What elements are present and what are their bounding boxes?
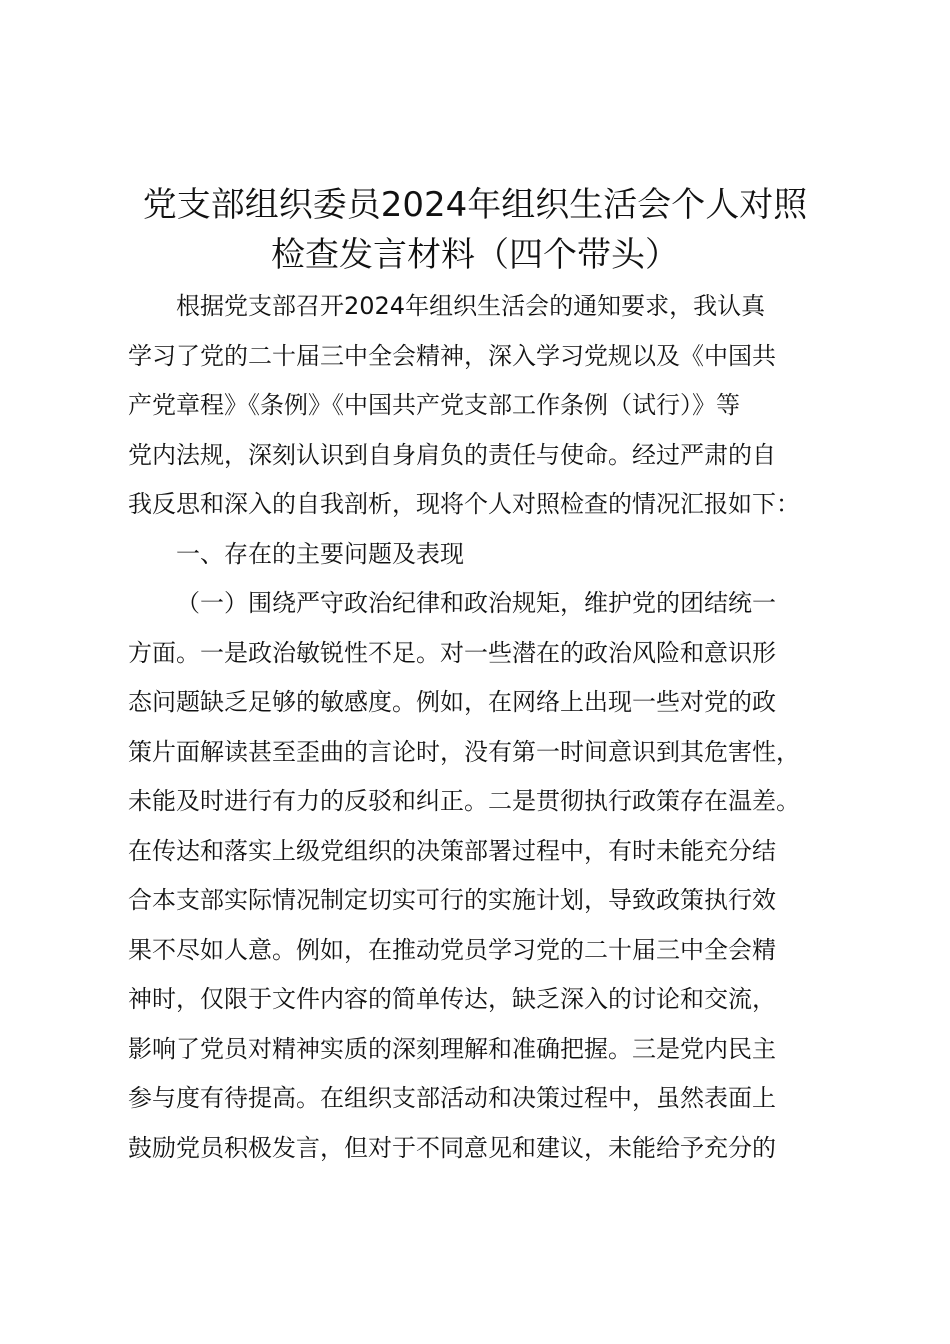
title-line-2: 检查发言材料（四个带头） [271,235,679,275]
paragraph-body-line: 参与度有待提高。在组织支部活动和决策过程中，虽然表面上 [128,1084,776,1112]
paragraph-body-line: 态问题缺乏足够的敏感度。例如，在网络上出现一些对党的政 [128,688,776,716]
section-heading: 一、存在的主要问题及表现 [176,539,464,568]
paragraph-body-line: 在传达和落实上级党组织的决策部署过程中，有时未能充分结 [128,836,776,865]
paragraph-body-line: 未能及时进行有力的反驳和纠正。二是贯彻执行政策存在温差。 [128,787,800,815]
paragraph-body-line: 方面。一是政治敏锐性不足。对一些潜在的政治风险和意识形 [128,638,776,667]
document-title [100,180,850,280]
paragraph-body-line: 合本支部实际情况制定切实可行的实施计划，导致政策执行效 [128,886,776,914]
paragraph-body-line: 果不尽如人意。例如，在推动党员学习党的二十届三中全会精 [128,935,776,964]
paragraph-body-line: 神时，仅限于文件内容的简单传达，缺乏深入的讨论和交流， [128,985,776,1013]
paragraph-intro-line: 党内法规，深刻认识到自身肩负的责任与使命。经过严肃的自 [128,440,776,469]
paragraph-body-line: 鼓励党员积极发言，但对于不同意见和建议，未能给予充分的 [128,1133,776,1162]
paragraph-intro-line: 产党章程》《条例》《中国共产党支部工作条例（试行）》等 [128,391,740,419]
document-body [128,282,828,1173]
paragraph-body-line: 影响了党员对精神实质的深刻理解和准确把握。三是党内民主 [128,1034,776,1063]
paragraph-body-line: 策片面解读甚至歪曲的言论时，没有第一时间意识到其危害性， [128,737,800,766]
paragraph-intro-line: 我反思和深入的自我剖析，现将个人对照检查的情况汇报如下： [128,490,800,518]
paragraph-body-line: （一）围绕严守政治纪律和政治规矩，维护党的团结统一 [176,589,776,617]
paragraph-intro-line: 根据党支部召开2024年组织生活会的通知要求，我认真 [176,292,766,320]
paragraph-intro-line: 学习了党的二十届三中全会精神，深入学习党规以及《中国共 [128,341,776,370]
title-line-1: 党支部组织委员2024年组织生活会个人对照 [142,185,808,225]
